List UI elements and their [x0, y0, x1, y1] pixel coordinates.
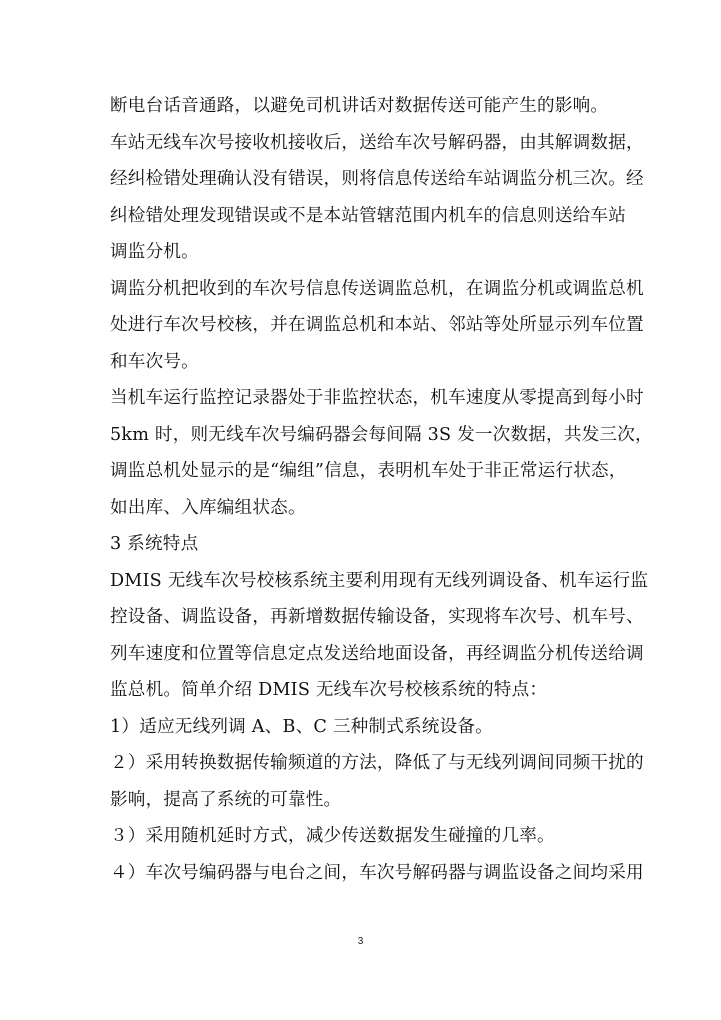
text-line: 调监总机处显示的是“编组”信息，表明机车处于非正常运行状态， [110, 461, 627, 481]
text-line: 调监分机把收到的车次号信息传送调监总机，在调监分机或调监总机 [110, 278, 644, 299]
text-line: 车站无线车次号接收机接收后，送给车次号解码器，由其解调数据， [110, 132, 644, 153]
list-item: ２）采用转换数据传输频道的方法，降低了与无线列调间同频干扰的 [110, 753, 644, 773]
text-line: 经纠检错处理确认没有错误，则将信息传送给车站调监分机三次。经 [110, 169, 644, 189]
text-line: 断电台话音通路，以避免司机讲话对数据传送可能产生的影响。 [110, 96, 609, 116]
text-line: DMIS 无线车次号校核系统主要利用现有无线列调设备、机车运行监 [110, 570, 649, 591]
text-line: 当机车运行监控记录器处于非监控状态，机车速度从零提高到每小时 [110, 388, 644, 408]
text-line: 影响，提高了系统的可靠性。 [110, 789, 342, 810]
text-line: 纠检错处理发现错误或不是本站管辖范围内机车的信息则送给车站 [110, 205, 627, 226]
list-item: 1）适应无线列调 A、B、C 三种制式系统设备。 [110, 716, 493, 737]
text-line: 如出库、入库编组状态。 [110, 497, 306, 518]
text-line: 控设备、调监设备，再新增数据传输设备，实现将车次号、机车号、 [110, 607, 644, 627]
list-item: ３）采用随机延时方式，减少传送数据发生碰撞的几率。 [110, 826, 555, 846]
text-line: 和车次号。 [110, 351, 199, 372]
text-line: 处进行车次号校核，并在调监总机和本站、邻站等处所显示列车位置 [110, 315, 644, 335]
text-line: 监总机。简单介绍 DMIS 无线车次号校核系统的特点： [110, 680, 548, 700]
section-heading: 3 系统特点 [110, 534, 199, 554]
page-number: 3 [357, 936, 364, 947]
text-line: 5km 时，则无线车次号编码器会每间隔 3S 发一次数据，共发三次， [110, 424, 653, 445]
document-body [110, 88, 653, 891]
text-line: 调监分机。 [110, 242, 199, 262]
list-item: ４）车次号编码器与电台之间，车次号解码器与调监设备之间均采用 [110, 862, 644, 883]
text-line: 列车速度和位置等信息定点发送给地面设备，再经调监分机传送给调 [110, 643, 644, 664]
